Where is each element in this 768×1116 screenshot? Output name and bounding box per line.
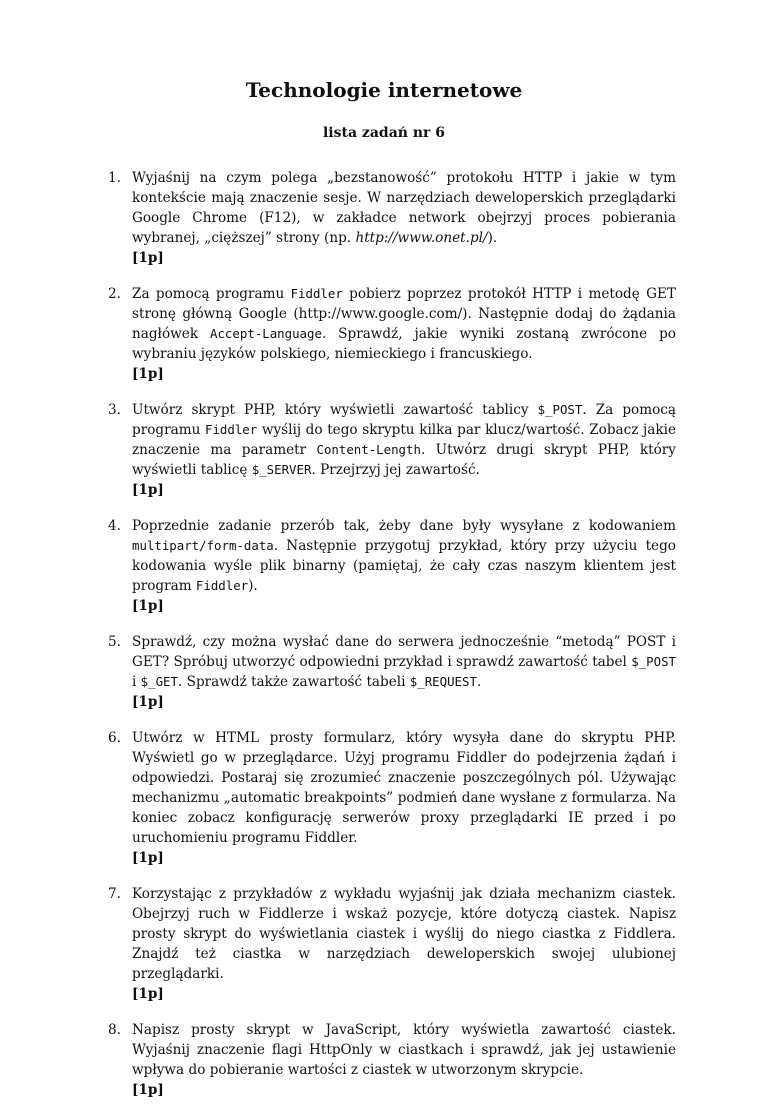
task-text-segment-code: $_POST bbox=[631, 654, 676, 669]
task-text bbox=[132, 168, 676, 268]
task-text-segment: Napisz prosty skrypt w JavaScript, który wyświetla zawartość ciastek. Wyjaśnij znaczenie flagi HttpOnly w ciastkach i sprawdź, jak jej ustawienie wpływa do pobieranie wartości z ciastek w utworzonym skrypcie. bbox=[132, 1022, 676, 1078]
task-text bbox=[132, 1020, 676, 1100]
task-points: [1p] bbox=[132, 366, 164, 382]
task-text-segment: . Sprawdź, jakie wyniki zostaną zwrócone po wybraniu języków polskiego, niemieckiego i francuskiego. bbox=[132, 326, 676, 362]
task-item bbox=[108, 400, 676, 500]
task-text-segment: Poprzednie zadanie przerób tak, żeby dane były wysyłane z kodowaniem bbox=[132, 518, 676, 534]
task-text bbox=[132, 516, 676, 616]
task-points: [1p] bbox=[132, 598, 164, 614]
task-text-segment: ). bbox=[248, 578, 258, 594]
task-text-segment: Utwórz skrypt PHP, który wyświetli zawartość tablicy bbox=[132, 402, 538, 418]
task-item bbox=[108, 632, 676, 712]
task-number: 7. bbox=[108, 886, 121, 902]
task-text-segment: wyślij do tego skryptu kilka par klucz/wartość. Zobacz jakie znaczenie ma parametr bbox=[132, 422, 676, 458]
task-text-segment: i bbox=[132, 674, 141, 690]
task-points: [1p] bbox=[132, 694, 164, 710]
task-points: [1p] bbox=[132, 482, 164, 498]
task-list bbox=[108, 168, 676, 1116]
task-text-segment: Utwórz w HTML prosty formularz, który wysyła dane do skryptu PHP. Wyświetl go w przeglądarce. Użyj programu Fiddler do podejrzenia żądań i odpowiedzi. Postaraj się zrozumieć znaczenie poszczególnych pól. Używając mechanizmu „automatic breakpoints” podmień dane wysłane z formularza. Na koniec zobacz konfigurację serwerów proxy przeglądarki IE przed i po uruchomieniu programu Fiddler. bbox=[132, 730, 676, 846]
task-text-segment: Za pomocą programu bbox=[132, 286, 291, 302]
task-item bbox=[108, 284, 676, 384]
task-text-segment: Wyjaśnij na czym polega „bezstanowość” protokołu HTTP i jakie w tym kontekście mają znaczenie sesje. W narzędziach deweloperskich przeglądarki Google Chrome (F12), w zakładce network obejrzyj proces pobierania wybranej, „cięższej” strony (np. bbox=[132, 170, 676, 246]
task-text-segment-code: Fiddler bbox=[290, 286, 343, 301]
task-number: 4. bbox=[108, 518, 121, 534]
document-title: Technologie internetowe bbox=[245, 78, 523, 102]
task-text-segment-italic: http://www.onet.pl/ bbox=[355, 230, 488, 246]
task-text bbox=[132, 284, 676, 384]
task-text-segment: Sprawdź, czy można wysłać dane do serwera jednocześnie “metodą” POST i GET? Spróbuj utworzyć odpowiedni przykład i sprawdź zawartość tabel bbox=[132, 634, 676, 670]
task-text-segment: pobierz poprzez protokół HTTP i metodę GET stronę główną Google (http://www.google.com/). Następnie dodaj do żądania nagłówek bbox=[132, 286, 676, 342]
document-subtitle: lista zadań nr 6 bbox=[322, 125, 446, 141]
task-text-segment-code: $_GET bbox=[140, 674, 178, 689]
task-points: [1p] bbox=[132, 250, 164, 266]
task-points: [1p] bbox=[132, 1082, 164, 1098]
task-text-segment: . Za pomocą programu bbox=[132, 402, 676, 438]
task-text-segment-code: Accept-Language bbox=[210, 326, 322, 341]
task-number: 6. bbox=[108, 730, 121, 746]
task-text-segment-code: $_REQUEST bbox=[409, 674, 477, 689]
task-item bbox=[108, 1020, 676, 1100]
task-text-segment-code: Fiddler bbox=[204, 422, 258, 437]
task-text-segment: . Sprawdź także zawartość tabeli bbox=[177, 674, 410, 690]
task-text-segment: . Utwórz drugi skrypt PHP, który wyświetli tablicę bbox=[132, 442, 676, 478]
task-text-segment-code: $_SERVER bbox=[251, 462, 312, 477]
task-text bbox=[132, 728, 676, 868]
task-points: [1p] bbox=[132, 986, 164, 1002]
task-text-segment: ). bbox=[487, 230, 498, 246]
task-text bbox=[132, 400, 676, 500]
task-item bbox=[108, 728, 676, 868]
task-item bbox=[108, 168, 676, 268]
task-number: 8. bbox=[108, 1022, 121, 1038]
task-text-segment: . Przejrzyj jej zawartość. bbox=[311, 462, 480, 478]
task-item bbox=[108, 516, 676, 616]
task-text-segment: Korzystając z przykładów z wykładu wyjaśnij jak działa mechanizm ciastek. Obejrzyj ruch w Fiddlerze i wskaż pozycje, które dotyczą ciastek. Napisz prosty skrypt do wyświetlania ciastek i wyślij do niego ciastka z Fiddlera. Znajdź też ciastka w narzędziach deweloperskich swojej ulubionej przeglądarki. bbox=[132, 886, 676, 982]
task-number: 2. bbox=[108, 286, 121, 302]
task-number: 3. bbox=[108, 402, 121, 418]
task-item bbox=[108, 884, 676, 1004]
task-text-segment: . Następnie przygotuj przykład, który przy użyciu tego kodowania wyśle plik binarny (pamiętaj, że cały czas naszym klientem jest program bbox=[132, 538, 676, 594]
task-text-segment-code: multipart/form-data bbox=[132, 538, 274, 553]
task-text bbox=[132, 884, 676, 1004]
task-number: 5. bbox=[108, 634, 121, 650]
task-text bbox=[132, 632, 676, 712]
task-text-segment-code: Fiddler bbox=[195, 578, 249, 593]
task-number: 1. bbox=[108, 170, 121, 186]
task-points: [1p] bbox=[132, 850, 164, 866]
task-text-segment-code: Content-Length bbox=[316, 442, 421, 457]
task-text-segment-code: $_POST bbox=[537, 402, 583, 417]
task-text-segment: . bbox=[476, 674, 482, 690]
